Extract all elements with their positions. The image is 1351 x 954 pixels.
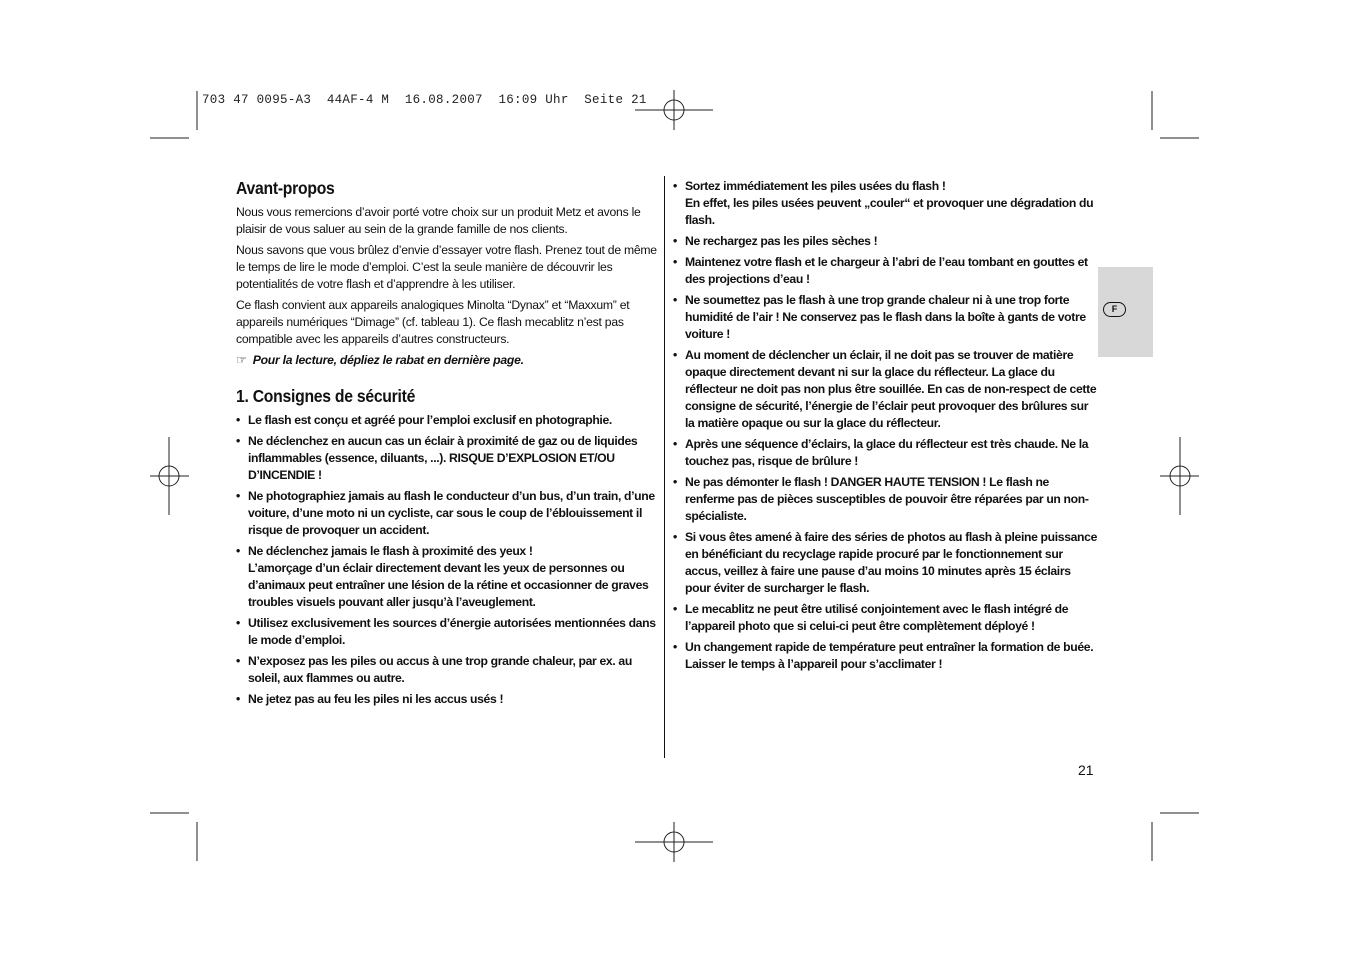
safety-item: • Un changement rapide de température peut entraîner la formation de buée. Laisser le temps à l’appareil pour s’acclimater !: [673, 639, 1098, 673]
safety-title: 1. Consignes de sécurité: [236, 386, 416, 406]
registration-target-left: [150, 437, 189, 515]
safety-item: • Après une séquence d’éclairs, la glace du réflecteur est très chaude. Ne la touchez pas, risque de brûlure !: [673, 436, 1098, 470]
safety-item: • Ne soumettez pas le flash à une trop grande chaleur ni à une trop forte humidité de l’air ! Ne conservez pas le flash dans la boîte à gants de votre voiture !: [673, 292, 1098, 343]
safety-item: • Si vous êtes amené à faire des séries de photos au flash à pleine puissance en bénéficiant du recyclage rapide procuré par le fonctionnement sur accus, veillez à faire une pause d’au moins 10 minutes après 15 éclairs pour éviter de surcharger le flash.: [673, 529, 1098, 597]
safety-item: • Ne pas démonter le flash ! DANGER HAUTE TENSION ! Le flash ne renferme pas de pièces susceptibles de pouvoir être réparées par un non-spécialiste.: [673, 474, 1098, 525]
safety-item: • N’exposez pas les piles ou accus à une trop grande chaleur, par ex. au soleil, aux flammes ou autre.: [236, 653, 658, 687]
safety-item: • Sortez immédiatement les piles usées du flash ! En effet, les piles usées peuvent „couler“ et provoquer une dégradation du flash.: [673, 178, 1098, 229]
foreword-title: Avant-propos: [236, 178, 335, 198]
registration-target-top: [635, 90, 713, 130]
pointing-hand-icon: ☞: [236, 353, 247, 367]
language-badge: F: [1103, 302, 1126, 317]
safety-item: • Ne déclenchez en aucun cas un éclair à proximité de gaz ou de liquides inflammables (essence, diluants, ...). RISQUE D’EXPLOSION ET/OU D’INCENDIE !: [236, 433, 658, 484]
registration-target-bottom: [635, 822, 713, 862]
hint-text: Pour la lecture, dépliez le rabat en dernière page.: [252, 353, 524, 367]
foreword-paragraph: Nous savons que vous brûlez d’envie d’essayer votre flash. Prenez tout de même le temps de lire le mode d’emploi. C’est la seule manière de découvrir les potentialités de votre flash et d’apprendre à les utiliser.: [236, 243, 657, 291]
safety-list-right: [673, 178, 1098, 673]
safety-item: • Ne déclenchez jamais le flash à proximité des yeux ! L’amorçage d’un éclair directement devant les yeux de personnes ou d’animaux peut entraîner une lésion de la rétine et occasionner de graves troubles visuels pouvant aller jusqu’à l’aveuglement.: [236, 543, 658, 611]
registration-target-right: [1160, 437, 1199, 515]
foreword-hint: [236, 352, 658, 369]
foreword-paragraph: Nous vous remercions d’avoir porté votre choix sur un produit Metz et avons le plaisir de vous saluer au sein de la grande famille de nos clients.: [236, 205, 641, 236]
column-divider: [664, 176, 665, 758]
safety-item: • Au moment de déclencher un éclair, il ne doit pas se trouver de matière opaque directement devant ni sur la glace du réflecteur. La glace du réflecteur ne doit pas non plus être souillée. En cas de non-respect de cette consigne de sécurité, l’énergie de l’éclair peut provoquer des brûlures sur la matière opaque ou sur la glace du réflecteur.: [673, 347, 1098, 432]
left-column: [236, 178, 658, 712]
safety-item: • Ne photographiez jamais au flash le conducteur d’un bus, d’un train, d’une voiture, d’une moto ni un cycliste, car sous le coup de l’éblouissement il risque de provoquer un accident.: [236, 488, 658, 539]
safety-item: • Le mecablitz ne peut être utilisé conjointement avec le flash intégré de l’appareil photo que si celui-ci peut être complètement déployé !: [673, 601, 1098, 635]
safety-item: • Utilisez exclusivement les sources d’énergie autorisées mentionnées dans le mode d’emploi.: [236, 615, 658, 649]
safety-item: • Ne jetez pas au feu les piles ni les accus usés !: [236, 691, 658, 708]
safety-item: • Maintenez votre flash et le chargeur à l’abri de l’eau tombant en gouttes et des projections d’eau !: [673, 254, 1098, 288]
safety-item: • Ne rechargez pas les piles sèches !: [673, 233, 1098, 250]
safety-item: • Le flash est conçu et agréé pour l’emploi exclusif en photographie.: [236, 412, 658, 429]
foreword-paragraph: Ce flash convient aux appareils analogiques Minolta “Dynax” et “Maxxum” et appareils numériques “Dimage” (cf. tableau 1). Ce flash mecablitz n’est pas compatible avec les appareils d’autres constructeurs.: [236, 298, 630, 346]
safety-list-left: [236, 412, 658, 708]
right-column: [673, 178, 1098, 677]
page-number: 21: [1078, 762, 1094, 778]
print-slug: 703 47 0095-A3 44AF-4 M 16.08.2007 16:09 Uhr Seite 21: [202, 93, 647, 107]
